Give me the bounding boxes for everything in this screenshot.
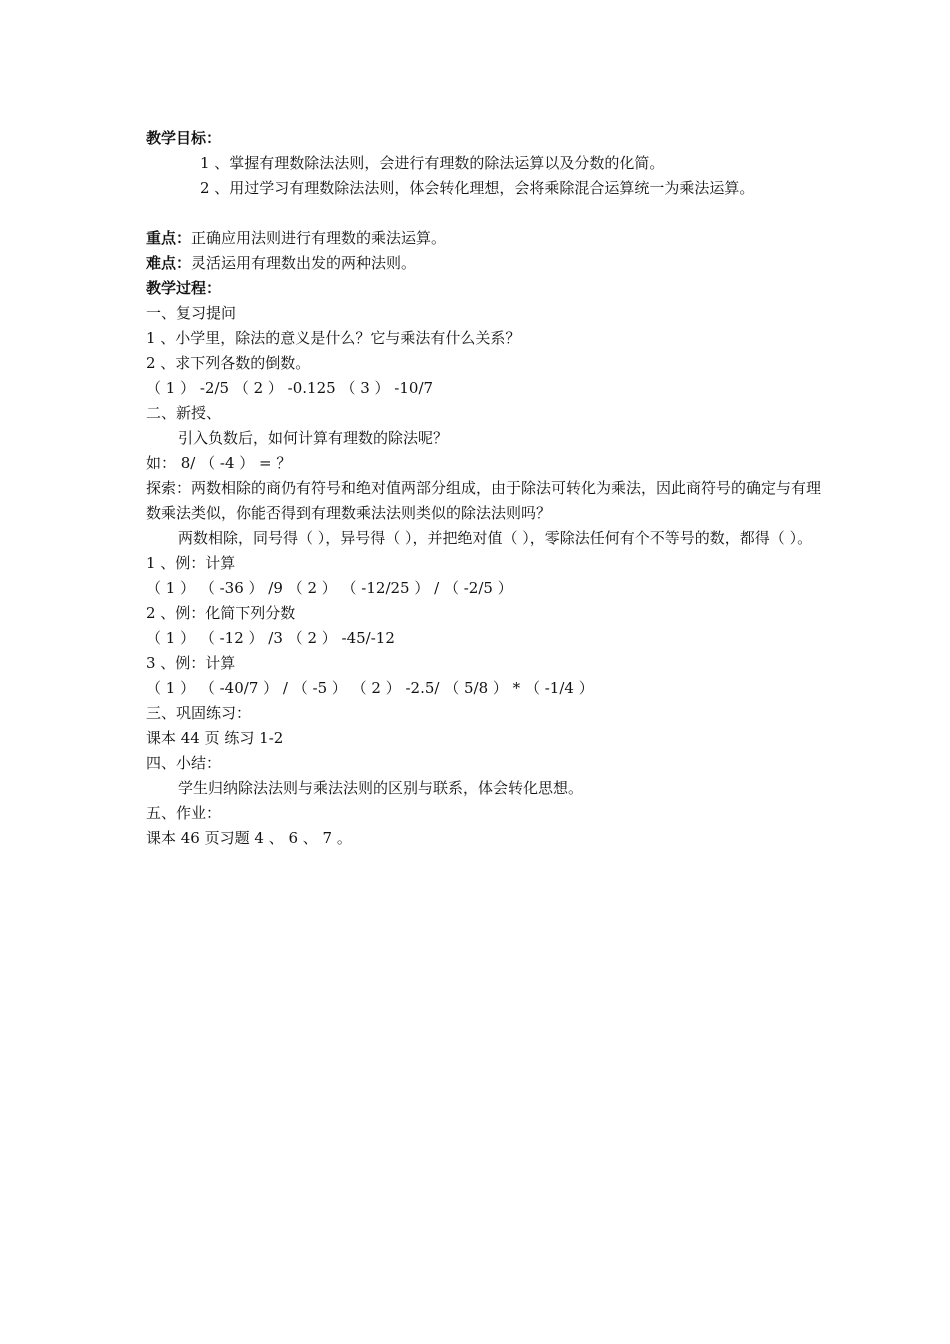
teaching-goals-heading: 教学目标：: [146, 129, 222, 147]
example-3-title: 3 、例：计算: [146, 654, 236, 672]
homework-text: 课本 46 页习题 4 、 6 、 7 。: [146, 829, 352, 847]
key-point-line: [146, 226, 826, 251]
difficulty-text: 灵活运用有理数出发的两种法则。: [191, 254, 417, 272]
review-question-2: 2 、求下列各数的倒数。: [146, 354, 311, 372]
example-1-items: （ 1 ） （ -36 ） /9 （ 2 ） （ -12/25 ） / （ -2/5 ）: [146, 579, 513, 597]
example-2-title: 2 、例：化简下列分数: [146, 604, 296, 622]
example-1-title: 1 、例：计算: [146, 554, 236, 572]
difficulty-label: 难点：: [146, 254, 192, 272]
key-point-label: 重点：: [146, 229, 192, 247]
key-point-text: 正确应用法则进行有理数的乘法运算。: [191, 229, 447, 247]
explore-paragraph: 探索：两数相除的商仍有符号和绝对值两部分组成，由于除法可转化为乘法，因此商符号的确定与有理数乘法类似，你能否得到有理数乘法法则类似的除法法则吗？: [146, 479, 822, 522]
division-rule-paragraph: 两数相除，同号得（ ），异号得（ ），并把绝对值（ ），零除法任何有个不等号的数，都得（ ）。: [178, 529, 813, 547]
goal-item-2: 2 、用过学习有理数除法法则，体会转化理想，会将乘除混合运算统一为乘法运算。: [200, 179, 755, 197]
teaching-process-heading: 教学过程：: [146, 279, 222, 297]
practice-text: 课本 44 页 练习 1-2: [146, 729, 284, 747]
spacer: [146, 201, 826, 226]
summary-title: 四、小结：: [146, 754, 222, 772]
difficulty-line: [146, 251, 826, 276]
new-lesson-title: 二、新授、: [146, 404, 222, 422]
new-lesson-intro: 引入负数后，如何计算有理数的除法呢？: [178, 429, 449, 447]
review-question-1: 1 、小学里，除法的意义是什么？它与乘法有什么关系？: [146, 329, 521, 347]
homework-title: 五、作业：: [146, 804, 222, 822]
goal-item-1: 1 、掌握有理数除法法则，会进行有理数的除法运算以及分数的化简。: [200, 154, 665, 172]
example-2-items: （ 1 ） （ -12 ） /3 （ 2 ） -45/-12: [146, 629, 395, 647]
practice-title: 三、巩固练习：: [146, 704, 252, 722]
document-body: [146, 126, 826, 851]
summary-text: 学生归纳除法法则与乘法法则的区别与联系，体会转化思想。: [178, 779, 584, 797]
example-3-items: （ 1 ） （ -40/7 ） / （ -5 ） （ 2 ） -2.5/ （ 5/8 ） * （ -1/4 ）: [146, 679, 594, 697]
new-lesson-example: 如： 8/ （ -4 ） = ？: [146, 454, 292, 472]
review-question-2-items: （ 1 ） -2/5 （ 2 ） -0.125 （ 3 ） -10/7: [146, 379, 434, 397]
review-title: 一、复习提问: [146, 304, 237, 322]
